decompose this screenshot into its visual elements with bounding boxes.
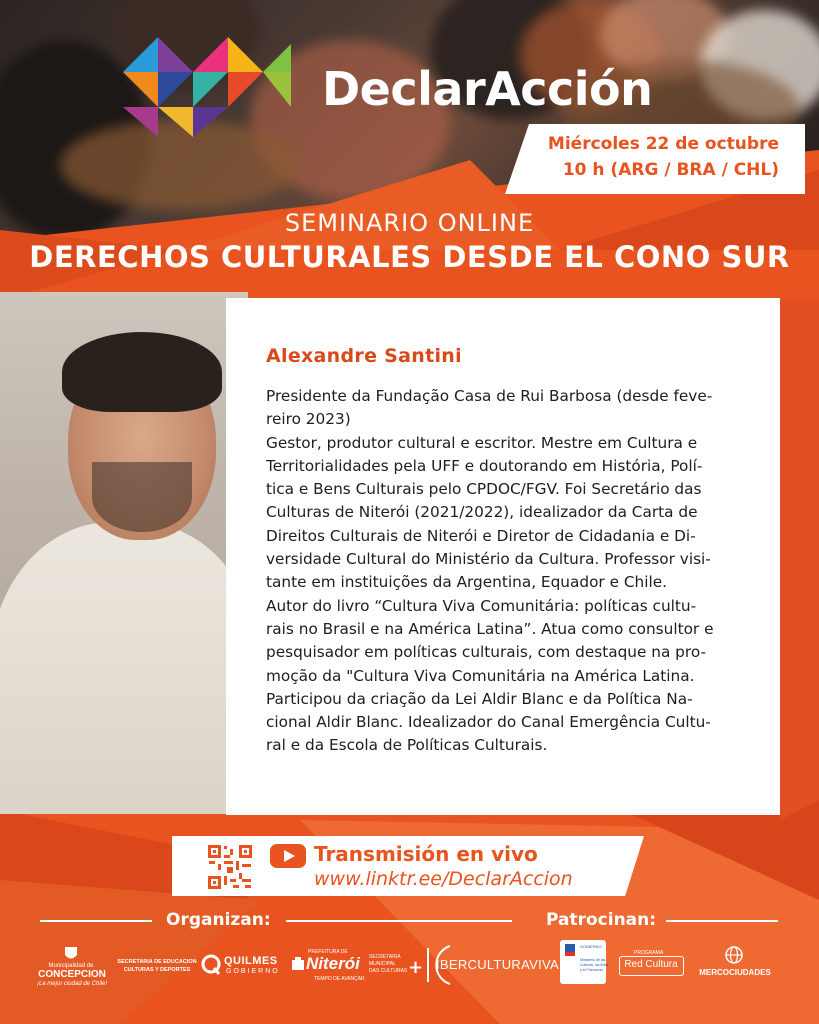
brand-title: DeclarAcción <box>322 62 653 116</box>
organizers-label: Organizan: <box>166 910 271 930</box>
quilmes-q-icon <box>200 953 222 975</box>
globe-icon <box>725 946 743 964</box>
livestream-title: Transmisión en vivo <box>314 842 538 866</box>
logo-secretaria-educacion: SECRETARIA DE EDUCACION CULTURAS Y DEPORTES <box>117 959 197 973</box>
divider <box>666 920 778 922</box>
qr-code-icon[interactable] <box>206 843 254 891</box>
divider <box>40 920 152 922</box>
livestream-link[interactable]: www.linktr.ee/DeclarAccion <box>314 868 573 890</box>
seminar-kicker: SEMINARIO ONLINE <box>284 209 535 237</box>
city-crest-icon <box>290 956 306 972</box>
youtube-play-icon[interactable] <box>270 844 306 868</box>
shield-icon <box>63 946 79 962</box>
sponsors-label: Patrocinan: <box>546 910 657 930</box>
speaker-name: Alexandre Santini <box>266 345 462 367</box>
event-time: 10 h (ARG / BRA / CHL) <box>562 160 779 180</box>
speaker-bio: Presidente da Fundação Casa de Rui Barbosa (desde feve- reiro 2023) Gestor, produtor cultural e escritor. Mestre em Cultura e Territorialidades pela UFF e doutorando em História, Polí- tica e Bens Culturais pelo CPDOC/FGV. Foi Secretário das Culturas de Niterói (2021/2022), idealizador da Carta de Direitos Culturais de Niterói e Diretor de Cidadania e Di- versidade Cultural do Ministério da Cultura. Professor visi- tante em instituições da Argentina, Equador e Chile. Autor do livro “Cultura Viva Comunitária: políticas cultu- rais no Brasil e na América Latina”. Atua como consultor e pesquisador em políticas culturais, com destaque na pro- moção da "Cultura Viva Comunitária na América Latina. Participou da criação da Lei Aldir Blanc e da Política Na- cional Aldir Blanc. Idealizador do Canal Emergência Cultu- ral e da Escola de Políticas Culturais. <box>266 387 714 755</box>
declaraccion-logo-icon <box>113 32 293 142</box>
speaker-photo <box>0 292 248 814</box>
event-date: Miércoles 22 de octubre <box>547 134 779 154</box>
svg-text:+: + <box>408 957 424 978</box>
event-poster: DeclarAcción Miércoles 22 de octubre 10 h (ARG / BRA / CHL) SEMINARIO ONLINE DERECHOS CULTURALES DESDE EL CONO SUR Alexandre Santini Presidente da Fundação Casa de Rui Barbosa (desde feve- reiro 2023) Gestor, produtor cultural e escritor. Mestre em Cultura e Territorialidades pela UFF e doutorando em História, Polí- tica e Bens Culturais pelo CPDOC/FGV. Foi Secretário das Culturas de Niterói (2021/2022), idealizador da Carta de Direitos Culturais de Niterói e Diretor de Cidadania e Di- versidade Cultural do Ministério da Cultura. Professor visi- tante em instituições da Argentina, Equador e Chile. Autor do livro “Cultura Viva Comunitária: políticas cultu- rais no Brasil e na América Latina”. Atua como consultor e pesquisador em políticas culturais, com destaque na pro- moção da "Cultura Viva Comunitária na América Latina. Participou da criação da Lei Aldir Blanc e da Política Na- cional Aldir Blanc. Idealizador do Canal Emergência Cultu- ral e da Escola de Políticas Culturais. Transmisión en vivo www.linktr.ee/DeclarAccion Organizan: Patrocinan: Municipalidad de CONCEPCION ¡La mejor ciudad de Chile! SECRETARIA DE EDUCACION CULTURAS Y DEPORTES QUILMES GOBIERNO PREFEITURA DE Niterói TEMPO DE AVANÇAR SECRETARIA MUNICIPAL DAS CULTURAS + IBERCULTURAVIVA GOBIERNO Ministerio de las Culturas, las Artes y el Patrimonio PROGRAMA Red Cultura MERCOCIUDADES <box>0 0 819 1024</box>
divider <box>286 920 512 922</box>
seminar-title: DERECHOS CULTURALES DESDE EL CONO SUR <box>29 240 790 274</box>
